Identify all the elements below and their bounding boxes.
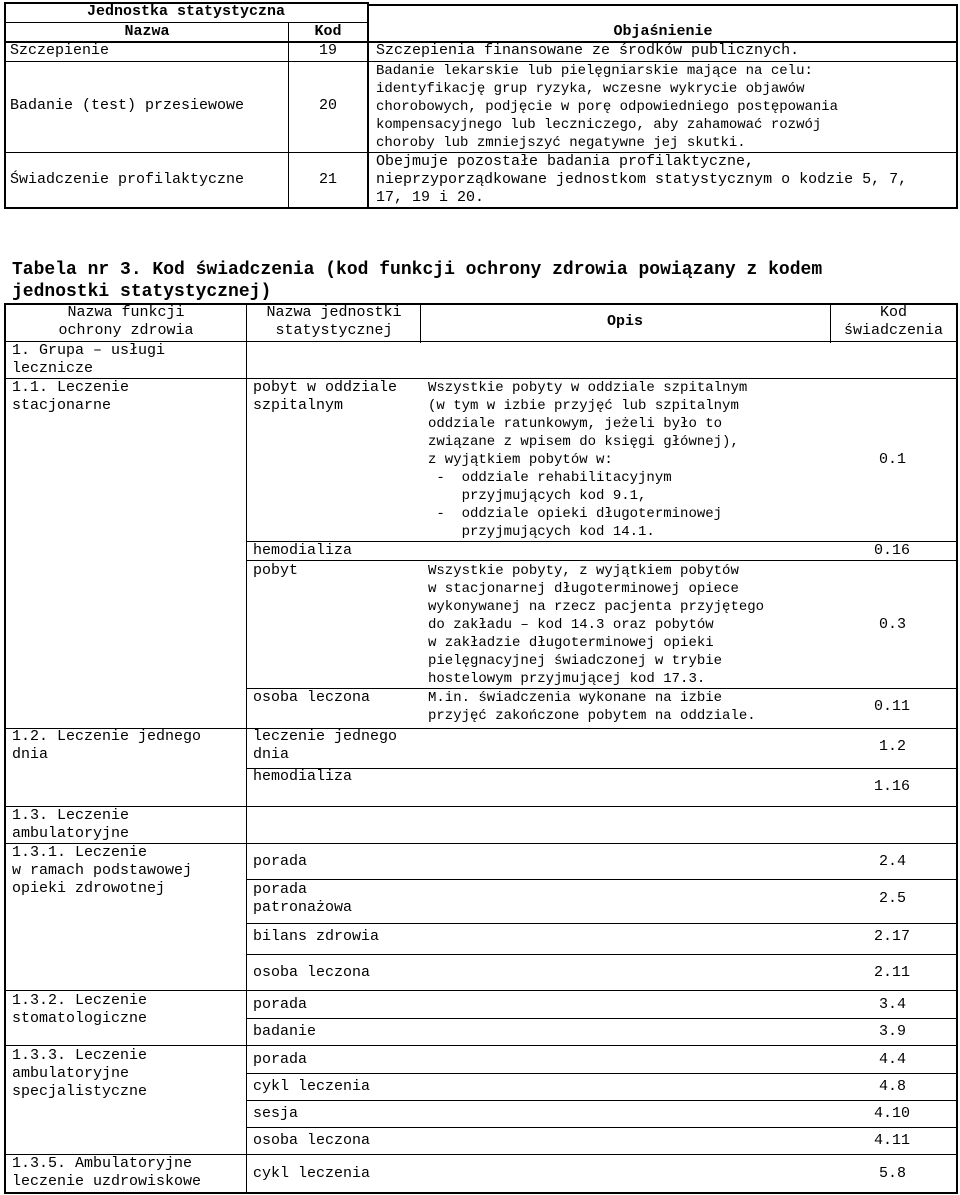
unit-code: 20 <box>318 97 337 114</box>
description: - oddziale opieki długoterminowej <box>428 506 723 522</box>
function-specialist: ambulatoryjne <box>12 1065 130 1082</box>
benefit-code: 2.11 <box>873 964 910 981</box>
unit-name: dnia <box>253 746 290 763</box>
description: - oddziale rehabilitacyjnym <box>428 470 672 486</box>
unit-explanation: kompensacyjnego lub leczniczego, aby zahamować rozwój <box>376 117 822 133</box>
unit-explanation: Badanie lekarskie lub pielęgniarskie mające na celu: <box>376 63 813 79</box>
header-function-name: Nazwa funkcji <box>67 304 185 321</box>
function-outpatient: 1.3. Leczenie <box>12 807 130 824</box>
description: wykonywanej na rzecz pacjenta przyjętego <box>428 599 765 615</box>
unit-explanation: chorobowych, podjęcie w porę odpowiedniego postępowania <box>376 99 839 115</box>
unit-name: porada <box>253 1051 308 1068</box>
unit-name: osoba leczona <box>253 689 371 706</box>
benefit-code: 1.2 <box>878 738 906 755</box>
benefit-code: 5.8 <box>878 1165 906 1182</box>
benefit-code: 2.4 <box>878 853 906 870</box>
description: przyjmujących kod 9.1, <box>428 488 647 504</box>
unit-name: leczenie jednego <box>253 728 398 745</box>
function-inpatient: 1.1. Leczenie <box>12 379 130 396</box>
function-specialist: 1.3.3. Leczenie <box>12 1047 148 1064</box>
unit-name: porada <box>253 996 308 1013</box>
benefit-code: 0.11 <box>873 698 910 715</box>
table-caption-continued: jednostki statystycznej) <box>12 282 272 302</box>
unit-name: pobyt w oddziale <box>253 379 398 396</box>
unit-explanation: nieprzyporządkowane jednostkom statystycznym o kodzie 5, 7, <box>376 171 908 188</box>
header-description: Opis <box>606 313 643 330</box>
function-spa-treatment: leczenie uzdrowiskowe <box>12 1173 202 1190</box>
unit-code: 19 <box>318 42 337 59</box>
unit-name: szpitalnym <box>253 397 344 414</box>
function-primary-care: w ramach podstawowej <box>12 862 193 879</box>
unit-name: Świadczenie profilaktyczne <box>10 171 245 188</box>
description: w stacjonarnej długoterminowej opiece <box>428 581 739 597</box>
unit-explanation: choroby lub zmniejszyć negatywne jej skutki. <box>376 135 746 151</box>
unit-name: cykl leczenia <box>253 1165 371 1182</box>
function-day-care: 1.2. Leczenie jednego <box>12 728 202 745</box>
unit-name: Badanie (test) przesiewowe <box>10 97 245 114</box>
benefit-code: 3.9 <box>878 1023 906 1040</box>
benefit-code: 2.17 <box>873 928 910 945</box>
header-function-name: ochrony zdrowia <box>58 322 194 339</box>
unit-name: Szczepienie <box>10 42 110 59</box>
unit-explanation: 17, 19 i 20. <box>376 189 485 206</box>
unit-name: pobyt <box>253 562 299 579</box>
header-unit-name: statystycznej <box>275 322 393 339</box>
benefit-code: 0.3 <box>878 616 906 633</box>
unit-name: sesja <box>253 1105 299 1122</box>
header-benefit-code: świadczenia <box>843 322 944 339</box>
header-explanation: Objaśnienie <box>613 23 713 40</box>
description: Wszystkie pobyty, z wyjątkiem pobytów <box>428 563 739 579</box>
function-outpatient: ambulatoryjne <box>12 825 130 842</box>
unit-name: hemodializa <box>253 542 353 559</box>
benefit-code: 0.16 <box>873 542 910 559</box>
unit-name: bilans zdrowia <box>253 928 380 945</box>
function-primary-care: 1.3.1. Leczenie <box>12 844 148 861</box>
unit-explanation: Obejmuje pozostałe badania profilaktyczne, <box>376 153 755 170</box>
unit-code: 21 <box>318 171 337 188</box>
unit-name: hemodializa <box>253 768 353 785</box>
unit-explanation: Szczepienia finansowane ze środków publicznych. <box>376 42 800 59</box>
description: przyjmujących kod 14.1. <box>428 524 655 540</box>
unit-name: osoba leczona <box>253 964 371 981</box>
description: (w tym w izbie przyjęć lub szpitalnym <box>428 398 739 414</box>
benefit-code: 4.4 <box>878 1051 906 1068</box>
description: pielęgnacyjnej świadczonej w trybie <box>428 653 723 669</box>
function-spa-treatment: 1.3.5. Ambulatoryjne <box>12 1155 193 1172</box>
description: związane z wpisem do księgi głównej), <box>428 434 739 450</box>
description: hostelowym przyjmującej kod 17.3. <box>428 671 706 687</box>
function-primary-care: opieki zdrowotnej <box>12 880 166 897</box>
benefit-code: 3.4 <box>878 996 906 1013</box>
benefit-code: 4.10 <box>873 1105 910 1122</box>
description: w zakładzie długoterminowej opieki <box>428 635 714 651</box>
description: Wszystkie pobyty w oddziale szpitalnym <box>428 380 748 396</box>
benefit-code: 0.1 <box>878 451 906 468</box>
function-group: 1. Grupa – usługi <box>12 342 166 359</box>
description: z wyjątkiem pobytów w: <box>428 452 613 468</box>
header-unit-name: Nazwa jednostki <box>266 304 402 321</box>
unit-name: badanie <box>253 1023 317 1040</box>
description: do zakładu – kod 14.3 oraz pobytów <box>428 617 714 633</box>
description: M.in. świadczenia wykonane na izbie <box>428 690 723 706</box>
function-group: lecznicze <box>12 360 94 377</box>
function-day-care: dnia <box>12 746 49 763</box>
unit-name: cykl leczenia <box>253 1078 371 1095</box>
benefit-code: 4.11 <box>873 1132 910 1149</box>
table-caption: Tabela nr 3. Kod świadczenia (kod funkcji ochrony zdrowia powiązany z kodem <box>12 260 823 280</box>
benefit-code: 1.16 <box>873 778 910 795</box>
header-benefit-code: Kod <box>879 304 907 321</box>
header-name: Nazwa <box>124 23 170 40</box>
benefit-code: 2.5 <box>878 890 906 907</box>
function-inpatient: stacjonarne <box>12 397 112 414</box>
unit-name: porada <box>253 853 308 870</box>
unit-name: patronażowa <box>253 899 353 916</box>
function-dental: 1.3.2. Leczenie <box>12 992 148 1009</box>
header-unit-group: Jednostka statystyczna <box>86 3 286 20</box>
description: oddziale ratunkowym, jeżeli było to <box>428 416 723 432</box>
unit-explanation: identyfikację grup ryzyka, wczesne wykrycie objawów <box>376 81 805 97</box>
benefit-code: 4.8 <box>878 1078 906 1095</box>
description: przyjęć zakończone pobytem na oddziale. <box>428 708 756 724</box>
unit-name: osoba leczona <box>253 1132 371 1149</box>
header-code: Kod <box>314 23 342 40</box>
function-specialist: specjalistyczne <box>12 1083 148 1100</box>
unit-name: porada <box>253 881 308 898</box>
function-dental: stomatologiczne <box>12 1010 148 1027</box>
